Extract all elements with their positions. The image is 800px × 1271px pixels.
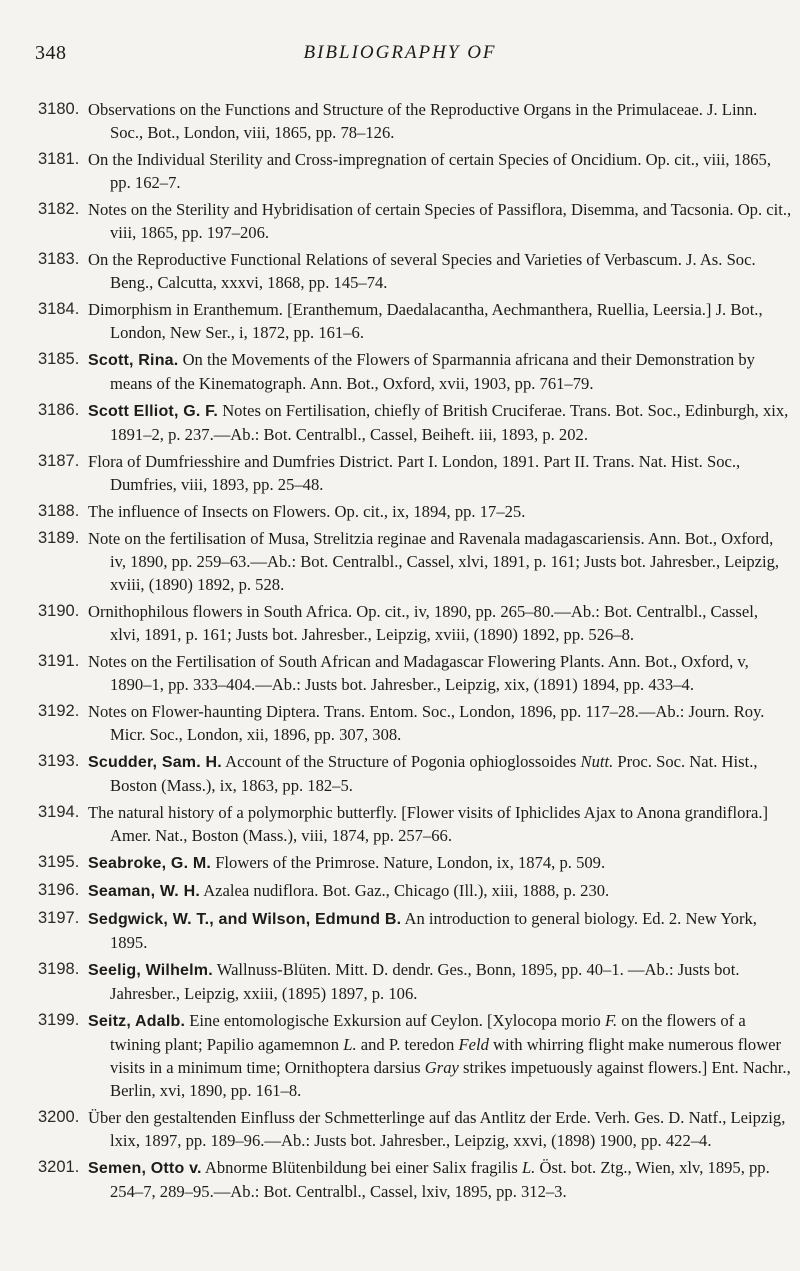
bibliography-entry <box>0 527 800 596</box>
entry-citation-text: Über den gestaltenden Einfluss der Schmetterlinge auf das Antlitz der Erde. Verh. Ges. D. Natf., Leipzig, lxix, 1897, pp. 189–96.—Ab.: Justs bot. Jahresber., Leipzig, xxvi, (1898) 1900, pp. 422–4. <box>88 1108 786 1150</box>
entry-number: 3198. <box>38 960 80 978</box>
entry-text <box>88 348 792 395</box>
entry-text <box>88 248 792 294</box>
entry-text <box>88 700 792 746</box>
bibliography-entry <box>0 98 800 144</box>
entry-italic-text: L. <box>521 1158 536 1177</box>
bibliography-entries <box>0 98 800 1207</box>
bibliography-entry <box>0 851 800 875</box>
entry-author: Semen, Otto v. <box>88 1160 202 1177</box>
entry-number: 3192. <box>38 702 80 720</box>
entry-number: 3200. <box>38 1108 80 1126</box>
entry-number: 3188. <box>38 502 80 520</box>
entry-number: 3199. <box>38 1011 80 1029</box>
bibliography-entry <box>0 148 800 194</box>
entry-citation-text: Wallnuss-Blüten. Mitt. D. dendr. Ges., Bonn, 1895, pp. 40–1. —Ab.: Justs bot. Jahresber., Leipzig, xxiii, (1895) 1897, p. 106. <box>110 960 740 1003</box>
running-title: BIBLIOGRAPHY OF <box>303 42 497 63</box>
entry-citation-text: Note on the fertilisation of Musa, Strelitzia reginae and Ravenala madagascariensis. Ann. Bot., Oxford, iv, 1890, pp. 259–63.—Ab.: Bot. Centralbl., Cassel, xlvi, 1891, p. 161; Justs bot. Jahresber., Leipzig, xviii, (1890) 1892, p. 528. <box>88 529 780 594</box>
entry-author: Scott Elliot, G. F. <box>88 403 219 420</box>
bibliography-entry <box>0 801 800 847</box>
bibliography-entry <box>0 907 800 954</box>
bibliography-entry <box>0 700 800 746</box>
bibliography-entry <box>0 348 800 395</box>
bibliography-entry <box>0 1009 800 1102</box>
bibliography-entry <box>0 600 800 646</box>
entry-text <box>88 98 792 144</box>
entry-text <box>88 1156 792 1203</box>
entry-number: 3189. <box>38 529 80 547</box>
bibliography-entry <box>0 248 800 294</box>
bibliography-entry <box>0 650 800 696</box>
entry-citation-text: Account of the Structure of Pogonia ophioglossoides <box>225 752 581 771</box>
entry-citation-text: On the Individual Sterility and Cross-impregnation of certain Species of Oncidium. Op. cit., viii, 1865, pp. 162–7. <box>88 150 771 192</box>
entry-italic-text: F. <box>604 1011 618 1030</box>
entry-number: 3195. <box>38 853 80 871</box>
entry-text <box>88 399 792 446</box>
entry-citation-text: On the Movements of the Flowers of Sparmannia africana and their Demonstration by means of the Kinematograph. Ann. Bot., Oxford, xvii, 1903, pp. 761–79. <box>110 350 755 393</box>
entry-citation-text: On the Reproductive Functional Relations of several Species and Varieties of Verbascum. J. As. Soc. Beng., Calcutta, xxxvi, 1868, pp. 145–74. <box>88 250 756 292</box>
entry-italic-text: Gray <box>424 1058 459 1077</box>
entry-number: 3191. <box>38 652 80 670</box>
entry-citation-text: Ornithophilous flowers in South Africa. Op. cit., iv, 1890, pp. 265–80.—Ab.: Bot. Centralbl., Cassel, xlvi, 1891, p. 161; Justs bot. Jahresber., Leipzig, xviii, (1890) 1892, pp. 526–8. <box>88 602 758 644</box>
entry-text <box>88 907 792 954</box>
entry-citation-text: strikes impetuously against flowers.] Ent. Nachr., Berlin, xvi, 1890, pp. 161–8. <box>110 1058 791 1100</box>
entry-number: 3190. <box>38 602 80 620</box>
entry-citation-text: Eine entomologische Exkursion auf Ceylon. [Xylocopa morio <box>189 1011 605 1030</box>
entry-citation-text: The influence of Insects on Flowers. Op. cit., ix, 1894, pp. 17–25. <box>88 502 526 521</box>
entry-citation-text: Flora of Dumfriesshire and Dumfries District. Part I. London, 1891. Part II. Trans. Nat. Hist. Soc., Dumfries, viii, 1893, pp. 25–48. <box>88 452 741 494</box>
bibliography-entry <box>0 750 800 797</box>
entry-text <box>88 500 792 523</box>
entry-text <box>88 1106 792 1152</box>
entry-text <box>88 450 792 496</box>
entry-citation-text: The natural history of a polymorphic butterfly. [Flower visits of Iphiclides Ajax to Anona grandiflora.] Amer. Nat., Boston (Mass.), viii, 1874, pp. 257–66. <box>88 803 769 845</box>
entry-citation-text: Proc. Soc. Nat. Hist., Boston (Mass.), ix, 1863, pp. 182–5. <box>110 752 758 795</box>
bibliography-entry <box>0 879 800 903</box>
entry-citation-text: Abnorme Blütenbildung bei einer Salix fragilis <box>204 1158 522 1177</box>
entry-author: Scudder, Sam. H. <box>88 754 222 771</box>
entry-citation-text: Observations on the Functions and Structure of the Reproductive Organs in the Primulaceae. J. Linn. Soc., Bot., London, viii, 1865, pp. 78–126. <box>88 100 758 142</box>
entry-text <box>88 958 792 1005</box>
entry-number: 3180. <box>38 100 80 118</box>
entry-text <box>88 801 792 847</box>
entry-text <box>88 879 792 903</box>
entry-text <box>88 298 792 344</box>
entry-text <box>88 148 792 194</box>
entry-text <box>88 650 792 696</box>
bibliography-entry <box>0 958 800 1005</box>
entry-number: 3193. <box>38 752 80 770</box>
entry-text <box>88 600 792 646</box>
bibliography-entry <box>0 298 800 344</box>
entry-italic-text: L. <box>343 1035 357 1054</box>
entry-number: 3194. <box>38 803 80 821</box>
entry-citation-text: Azalea nudiflora. Bot. Gaz., Chicago (Ill.), xiii, 1888, p. 230. <box>203 881 610 900</box>
entry-text <box>88 851 792 875</box>
entry-citation-text: Öst. bot. Ztg., Wien, xlv, 1895, pp. 254–7, 289–95.—Ab.: Bot. Centralbl., Cassel, lxiv, 1895, pp. 312–3. <box>110 1158 770 1201</box>
entry-citation-text: An introduction to general biology. Ed. 2. New York, 1895. <box>110 909 757 952</box>
entry-citation-text: Flowers of the Primrose. Nature, London, ix, 1874, p. 509. <box>215 853 606 872</box>
entry-citation-text: Notes on the Sterility and Hybridisation of certain Species of Passiflora, Disemma, and Tacsonia. Op. cit., viii, 1865, pp. 197–206. <box>88 200 792 242</box>
entry-number: 3196. <box>38 881 80 899</box>
entry-text <box>88 1009 792 1102</box>
entry-citation-text: with whirring flight make numerous flower visits in a minimum time; Ornithoptera darsius <box>110 1035 782 1077</box>
entry-citation-text: and P. teredon <box>356 1035 459 1054</box>
entry-citation-text: on the flowers of a twining plant; Papilio agamemnon <box>110 1011 746 1054</box>
entry-author: Seitz, Adalb. <box>88 1013 186 1030</box>
bibliography-entry <box>0 198 800 244</box>
bibliography-entry <box>0 1106 800 1152</box>
page-number: 348 <box>35 42 67 64</box>
entry-citation-text: Dimorphism in Eranthemum. [Eranthemum, Daedalacantha, Aechmanthera, Ruellia, Leersia.] J. Bot., London, New Ser., i, 1872, pp. 161–6. <box>88 300 763 342</box>
entry-italic-text: Feld <box>458 1035 489 1054</box>
entry-italic-text: Nutt. <box>580 752 614 771</box>
entry-author: Seaman, W. H. <box>88 883 200 900</box>
entry-number: 3187. <box>38 452 80 470</box>
entry-number: 3197. <box>38 909 80 927</box>
entry-author: Scott, Rina. <box>88 352 179 369</box>
bibliography-entry <box>0 450 800 496</box>
entry-text <box>88 527 792 596</box>
entry-citation-text: Notes on Flower-haunting Diptera. Trans. Entom. Soc., London, 1896, pp. 117–28.—Ab.: Journ. Roy. Micr. Soc., London, xii, 1896, pp. 307, 308. <box>88 702 765 744</box>
entry-citation-text: Notes on the Fertilisation of South African and Madagascar Flowering Plants. Ann. Bot., Oxford, v, 1890–1, pp. 333–404.—Ab.: Justs bot. Jahresber., Leipzig, xix, (1891) 1894, pp. 433–4. <box>88 652 749 694</box>
entry-number: 3181. <box>38 150 80 168</box>
entry-number: 3185. <box>38 350 80 368</box>
bibliography-entry <box>0 399 800 446</box>
entry-text <box>88 198 792 244</box>
entry-number: 3201. <box>38 1158 80 1176</box>
bibliography-entry <box>0 1156 800 1203</box>
entry-number: 3183. <box>38 250 80 268</box>
entry-citation-text: Notes on Fertilisation, chiefly of British Cruciferae. Trans. Bot. Soc., Edinburgh, xix, 1891–2, p. 237.—Ab.: Bot. Centralbl., Cassel, Beiheft. iii, 1893, p. 202. <box>110 401 789 444</box>
entry-text <box>88 750 792 797</box>
entry-author: Sedgwick, W. T., and Wilson, Edmund B. <box>88 911 402 928</box>
page-header <box>0 42 800 82</box>
entry-author: Seelig, Wilhelm. <box>88 962 213 979</box>
entry-number: 3182. <box>38 200 80 218</box>
entry-number: 3186. <box>38 401 80 419</box>
entry-number: 3184. <box>38 300 80 318</box>
entry-author: Seabroke, G. M. <box>88 855 212 872</box>
bibliography-entry <box>0 500 800 523</box>
